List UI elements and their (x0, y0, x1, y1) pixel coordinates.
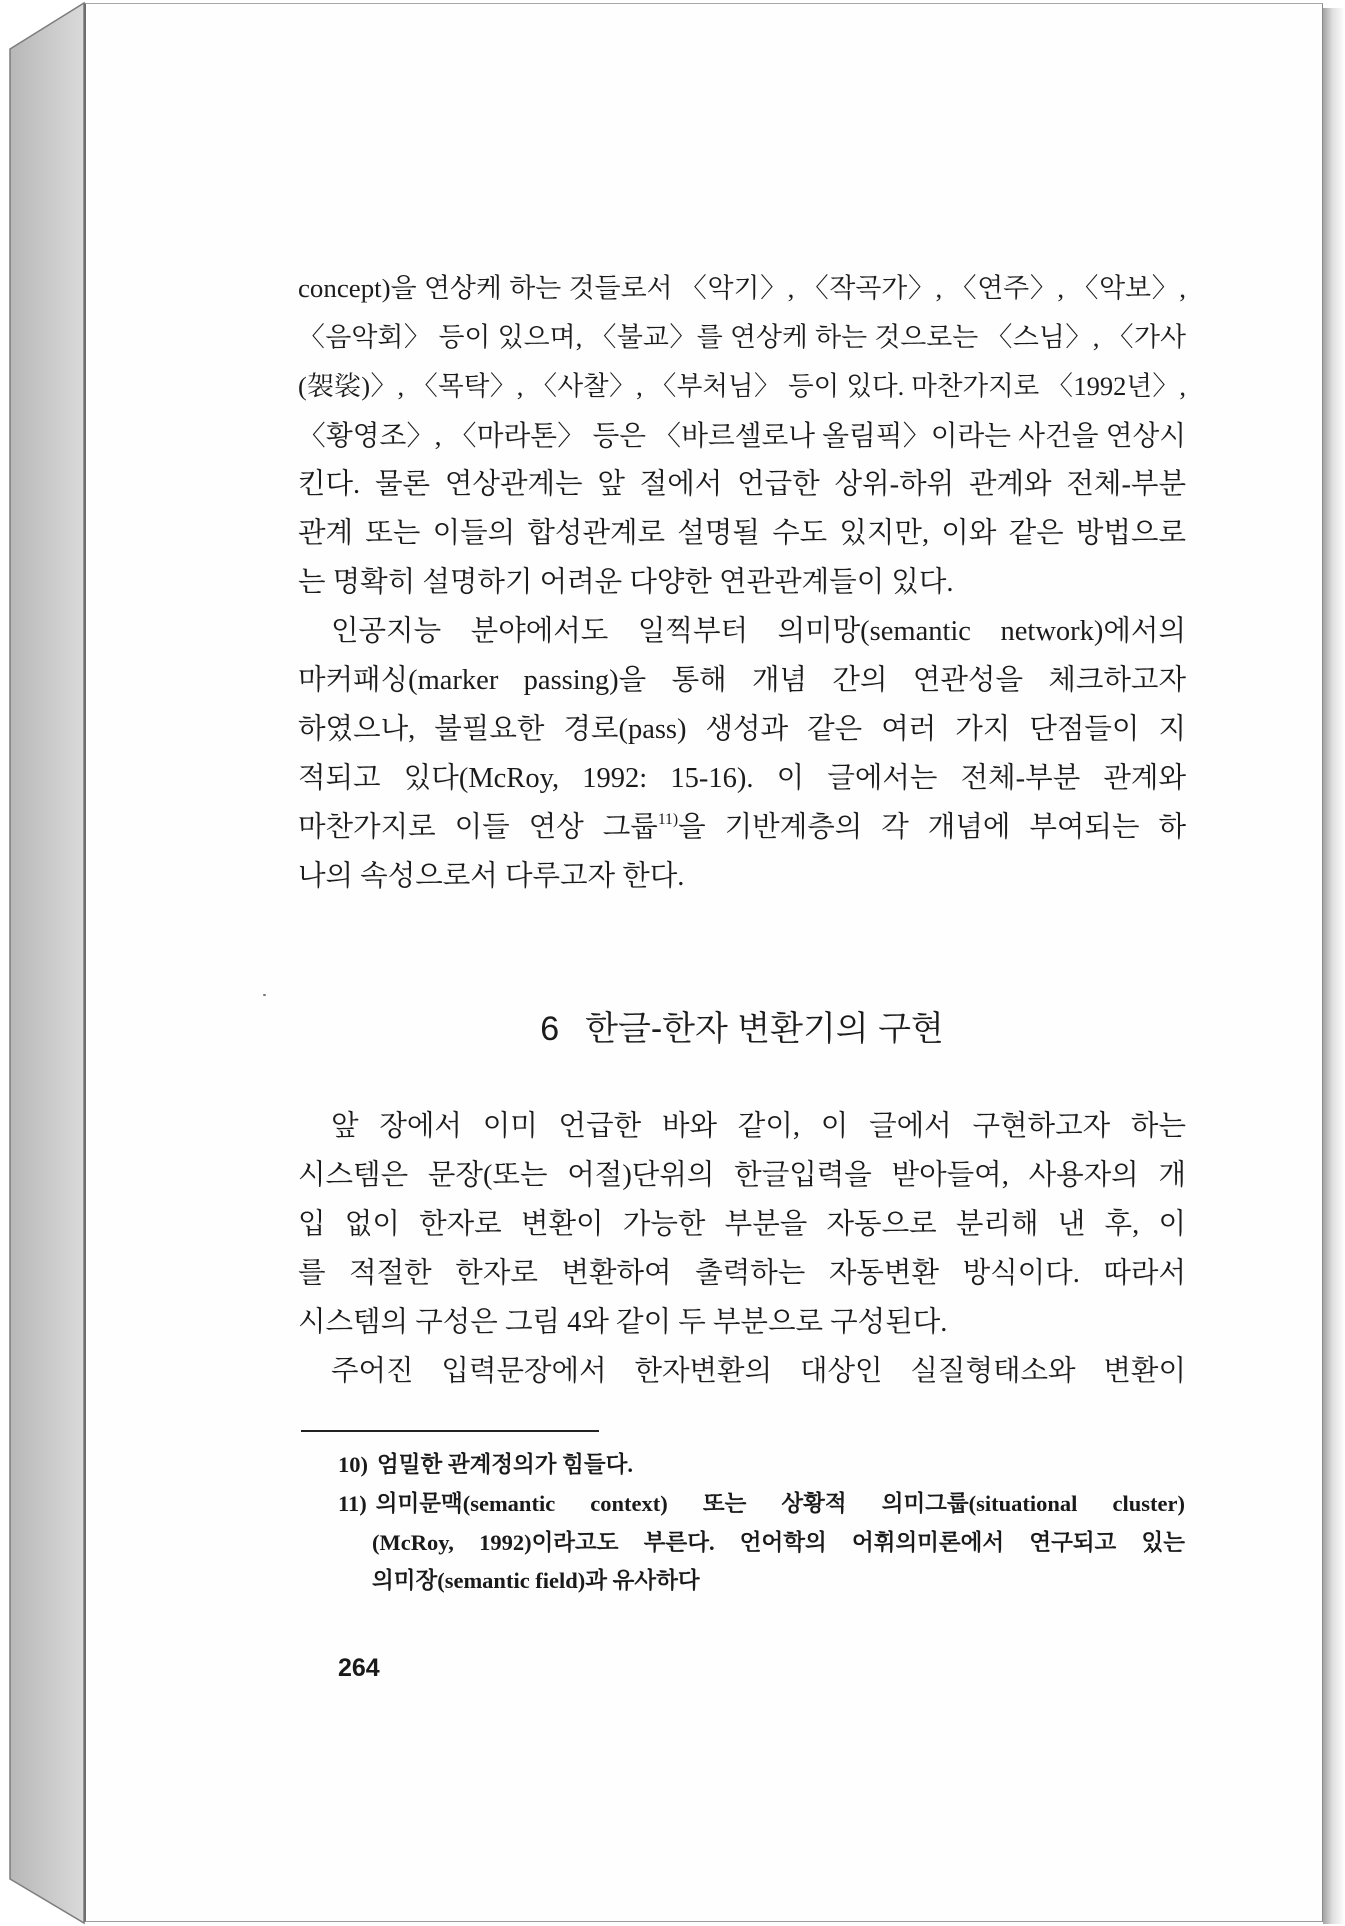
text-line: 킨다. 물론 연상관계는 앞 절에서 언급한 상위-하위 관계와 전체-부분 (298, 469, 1186, 500)
footnote-reference: 11) (657, 811, 679, 829)
text-line: 앞 장에서 이미 언급한 바와 같이, 이 글에서 구현하고자 하는 (331, 1111, 1186, 1142)
footnote-item (338, 1446, 1185, 1485)
text-line: 나의 속성으로서 다루고자 한다. (298, 861, 685, 892)
section-heading (298, 1005, 1186, 1054)
footnote-line (338, 1485, 1185, 1524)
paragraph (298, 1347, 1186, 1396)
section-number: 6 (540, 1010, 560, 1048)
footnote-line: 의미장(semantic field)과 유사하다 (372, 1568, 700, 1594)
footnote-marker: 11) (338, 1490, 367, 1516)
text-line: 인공지능 분야에서도 일찍부터 의미망(semantic network)에서의 (331, 616, 1186, 647)
footnote-text: 의미문맥(semantic context) 또는 상황적 의미그룹(situational cluster) (375, 1490, 1185, 1516)
text-line: 〈음악회〉 등이 있으며, 〈불교〉를 연상케 하는 것으로는 〈스님〉, 〈가사 (298, 322, 1186, 352)
footnote-text: 엄밀한 관계정의가 힘들다. (377, 1452, 633, 1477)
footnote-item (338, 1485, 1185, 1601)
page-number: 264 (338, 1654, 380, 1682)
text-line: (袈裟)〉, 〈목탁〉, 〈사찰〉, 〈부처님〉 등이 있다. 마찬가지로 〈1992년〉, (298, 371, 1186, 401)
footnote-line (338, 1446, 1185, 1485)
text-line: 입 없이 한자로 변환이 가능한 부분을 자동으로 분리해 낸 후, 이 (298, 1209, 1186, 1240)
section-title: 한글-한자 변환기의 구현 (585, 1010, 944, 1048)
footnote-line: (McRoy, 1992)이라고도 부른다. 언어학의 어휘의미론에서 연구되고 있는 (372, 1529, 1185, 1555)
text-line: 시스템의 구성은 그림 4와 같이 두 부분으로 구성된다. (298, 1307, 948, 1338)
text-line: 관계 또는 이들의 합성관계로 설명될 수도 있지만, 이와 같은 방법으로 (298, 518, 1186, 549)
body-text (298, 264, 1186, 901)
text-line: 주어진 입력문장에서 한자변환의 대상인 실질형태소와 변환이 (331, 1356, 1186, 1387)
text-line: 시스템은 문장(또는 어절)단위의 한글입력을 받아들여, 사용자의 개 (298, 1160, 1186, 1191)
footnote-marker: 10) (338, 1452, 368, 1477)
footnotes (338, 1446, 1185, 1601)
paragraph (298, 264, 1186, 607)
scan-speck (263, 994, 266, 996)
text-line: concept)을 연상케 하는 것들로서 〈악기〉, 〈작곡가〉, 〈연주〉, 〈악보〉, (298, 273, 1186, 303)
text-line: 하였으나, 불필요한 경로(pass) 생성과 같은 여러 가지 단점들이 지 (298, 714, 1186, 745)
text-segment: 마찬가지로 이들 연상 그룹 (298, 812, 658, 843)
text-line: 〈황영조〉, 〈마라톤〉 등은 〈바르셀로나 올림픽〉이라는 사건을 연상시 (298, 420, 1186, 451)
section-body-text (298, 1102, 1186, 1396)
text-line (298, 803, 1186, 852)
text-line: 를 적절한 한자로 변환하여 출력하는 자동변환 방식이다. 따라서 (298, 1258, 1186, 1289)
text-segment: 을 기반계층의 각 개념에 부여되는 하 (678, 812, 1187, 843)
paragraph (298, 1102, 1186, 1347)
paragraph (298, 607, 1186, 901)
text-line: 마커패싱(marker passing)을 통해 개념 간의 연관성을 체크하고자 (298, 665, 1186, 696)
footnote-rule (301, 1430, 599, 1432)
text-line: 는 명확히 설명하기 어려운 다양한 연관관계들이 있다. (298, 567, 954, 598)
text-line: 적되고 있다(McRoy, 1992: 15-16). 이 글에서는 전체-부분 관계와 (298, 763, 1186, 794)
page-edge-shadow (1323, 8, 1345, 1924)
book-spine-edge (0, 0, 90, 1926)
